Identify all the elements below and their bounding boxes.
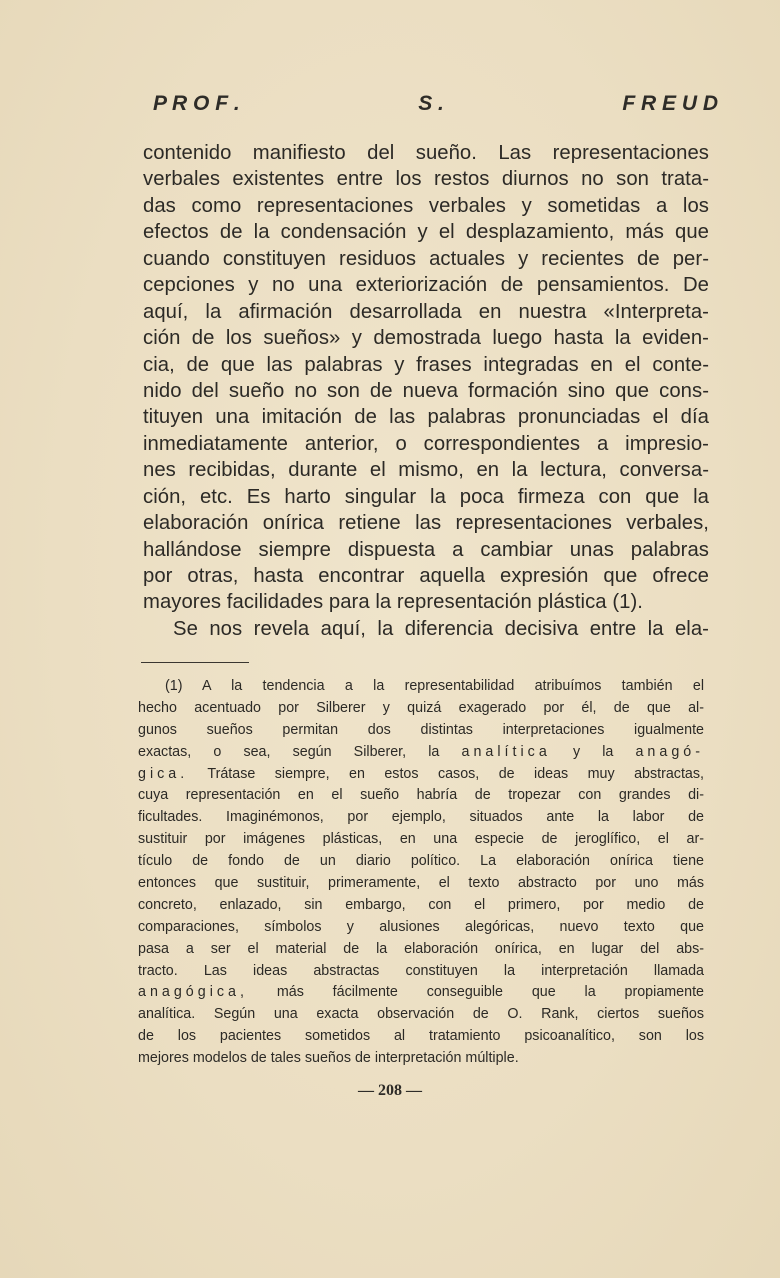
footnote-line: pasa a ser el material de la elaboración onírica, en lugar del abs- [138, 940, 704, 957]
footnote-text: Trátase siempre, en estos casos, de ideas muy abstractas, [207, 765, 705, 782]
body-line: cia, de que las palabras y frases integradas en el conte- [143, 353, 709, 376]
running-head-title: P R O F . [153, 92, 240, 115]
body-line: verbales existentes entre los restos diurnos no son trata- [143, 168, 709, 191]
footnote [138, 676, 704, 1070]
body-line: mayores facilidades para la representación plástica (1). [143, 591, 643, 614]
footnote-line: tículo de fondo de un diario político. La elaboración onírica tiene [138, 853, 704, 870]
body-text [143, 140, 709, 642]
footnote-line: mejores modelos de tales sueños de interpretación múltiple. [138, 1050, 519, 1067]
footnote-text: y la [572, 743, 614, 760]
footnote-text: exactas, o sea, según Silberer, la [138, 743, 440, 760]
body-line: ción de los sueños» y demostrada luego hasta la eviden- [143, 327, 709, 350]
footnote-emphasis: analítica [461, 743, 551, 760]
footnote-line: de los pacientes sometidos al tratamiento psicoanalítico, son los [138, 1028, 704, 1045]
body-line: por otras, hasta encontrar aquella expresión que ofrece [143, 565, 709, 587]
footnote-rule [141, 662, 249, 663]
footnote-line: comparaciones, símbolos y alusiones alegóricas, nuevo texto que [138, 918, 704, 935]
running-head [153, 92, 718, 116]
footnote-text: más fácilmente conseguible que la propiamente [276, 984, 704, 1001]
footnote-line [138, 982, 704, 1004]
footnote-emphasis: gica. [138, 765, 189, 782]
footnote-line: sustituir por imágenes plásticas, en una especie de jeroglífico, el ar- [138, 831, 704, 848]
body-line: inmediatamente anterior, o correspondientes a impresio- [143, 432, 709, 455]
footnote-emphasis: anagógica, [138, 984, 248, 1001]
footnote-line: ficultades. Imaginémonos, por ejemplo, situados ante la labor de [138, 809, 704, 826]
body-line: nes recibidas, durante el mismo, en la lectura, conversa- [143, 459, 709, 482]
body-line: cuando constituyen residuos actuales y recientes de per- [143, 247, 709, 270]
body-line: efectos de la condensación y el desplazamiento, más que [143, 221, 709, 244]
footnote-line: hecho acentuado por Silberer y quizá exagerado por él, de que al- [138, 699, 704, 716]
running-head-author: F R E U D [622, 92, 718, 115]
footnote-line: (1) A la tendencia a la representabilidad atribuímos también el [165, 678, 704, 694]
footnote-line [138, 764, 704, 786]
footnote-line: cuya representación en el sueño habría de tropezar con grandes di- [138, 787, 704, 804]
body-line: ción, etc. Es harto singular la poca firmeza con que la [143, 485, 709, 508]
footnote-line [138, 742, 704, 764]
footnote-line: tracto. Las ideas abstractas constituyen la interpretación llamada [138, 962, 704, 979]
body-line: Se nos revela aquí, la diferencia decisiva entre la ela- [173, 617, 709, 640]
footnote-line: gunos sueños permitan dos distintas interpretaciones igualmente [138, 721, 704, 738]
footnote-line: concreto, enlazado, sin embargo, con el primero, por medio de [138, 896, 704, 913]
body-line: hallándose siempre dispuesta a cambiar unas palabras [143, 538, 709, 561]
body-line: cepciones y no una exteriorización de pensamientos. De [143, 274, 709, 297]
body-line: aquí, la afirmación desarrollada en nuestra «Interpreta- [143, 300, 709, 323]
page-number: — 208 — [358, 1082, 422, 1099]
body-line: tituyen una imitación de las palabras pronunciadas el día [143, 406, 709, 429]
running-head-initial: S . [418, 92, 444, 115]
footnote-emphasis: anagó- [635, 743, 705, 760]
body-line: das como representaciones verbales y sometidas a los [143, 194, 709, 217]
body-line: contenido manifiesto del sueño. Las representaciones [143, 142, 709, 164]
body-line: elaboración onírica retiene las representaciones verbales, [143, 512, 709, 535]
footnote-line: analítica. Según una exacta observación de O. Rank, ciertos sueños [138, 1006, 704, 1023]
footnote-line: entonces que sustituir, primeramente, el texto abstracto por uno más [138, 875, 704, 892]
body-line: nido del sueño no son de nueva formación sino que cons- [143, 379, 709, 402]
